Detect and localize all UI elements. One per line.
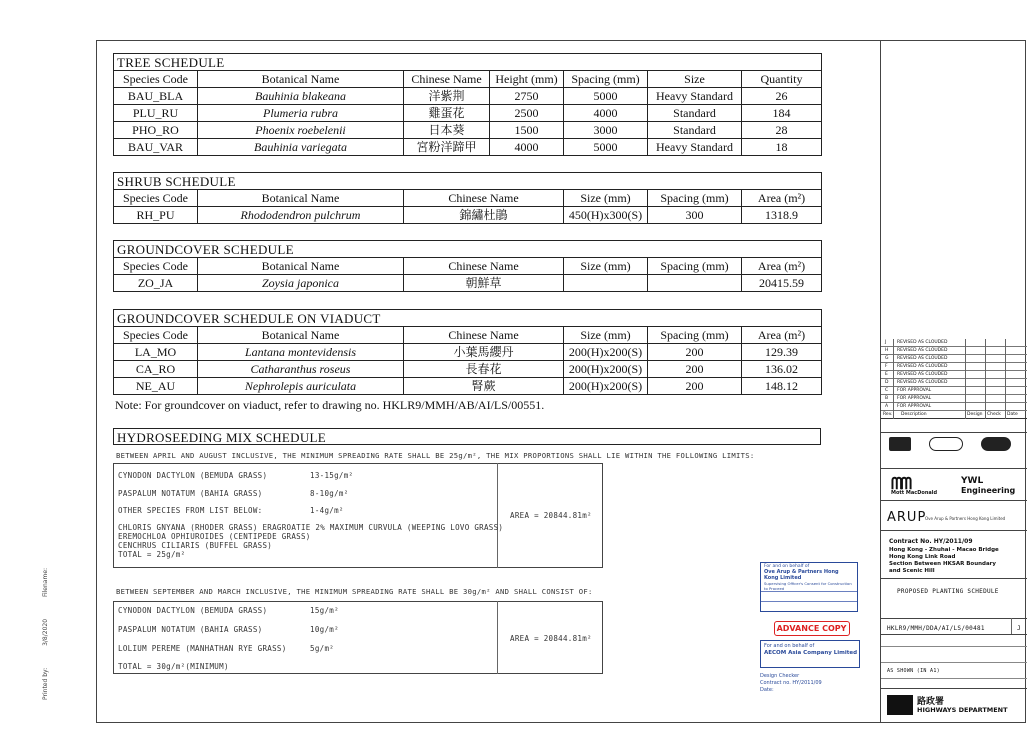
mix1-species-2: PASPALUM NOTATUM (BAHIA GRASS) xyxy=(118,489,263,498)
species-code: ZO_JA xyxy=(114,275,198,292)
advance-copy-label: ADVANCE COPY xyxy=(776,624,847,633)
groundcover-header-row xyxy=(114,258,822,275)
rev-letter: H xyxy=(885,348,889,353)
rev-description: REVISED AS CLOUDED xyxy=(897,380,948,385)
botanical-name: Lantana montevidensis xyxy=(198,344,404,361)
col-header: Chinese Name xyxy=(404,327,564,344)
rev-header: Design xyxy=(967,412,983,417)
table-row xyxy=(114,122,822,139)
hydroseeding-title-box xyxy=(113,428,821,445)
table-row xyxy=(114,275,822,292)
hydroseeding-title: HYDROSEEDING MIX SCHEDULE xyxy=(117,430,326,445)
col-header: Quantity xyxy=(742,71,822,88)
mix2-area: AREA = 20844.81m² xyxy=(510,634,592,643)
dept-chinese: 路政署 xyxy=(917,697,945,707)
shrub-schedule-table xyxy=(113,172,822,224)
rev-description: FOR APPROVAL xyxy=(897,396,932,401)
chinese-name: 長春花 xyxy=(404,361,564,378)
size xyxy=(564,275,648,292)
drawing-number: HKLR9/MMH/DDA/AI/LS/00481 xyxy=(887,625,985,632)
rev-header: Check xyxy=(987,412,1001,417)
tree-schedule-title: TREE SCHEDULE xyxy=(114,54,822,71)
mix2-rate-1: 15g/m² xyxy=(310,606,339,615)
species-code: RH_PU xyxy=(114,207,198,224)
quantity: 18 xyxy=(742,139,822,156)
checker-contract: Contract no. HY/2011/09 xyxy=(760,680,822,686)
filename-label: Filename: xyxy=(42,567,49,598)
spacing: 5000 xyxy=(564,139,648,156)
other-species-3: CENCHRUS CILIARIS (BUFFEL GRASS) xyxy=(118,541,273,550)
viaduct-note: Note: For groundcover on viaduct, refer to drawing no. HKLR9/MMH/AB/AI/LS/00551. xyxy=(115,398,545,412)
aecom-stamp xyxy=(760,640,860,668)
other-species-2: EREMOCHLOA OPHIUROIDES (CENTIPEDE GRASS) xyxy=(118,532,311,541)
rev-header: Description xyxy=(901,412,927,417)
botanical-name: Phoenix roebelenii xyxy=(198,122,404,139)
mix1-species-3: OTHER SPECIES FROM LIST BELOW: xyxy=(118,506,263,515)
col-header: Species Code xyxy=(114,327,198,344)
hydro-intro-2: BETWEEN SEPTEMBER AND MARCH INCLUSIVE, THE MINIMUM SPREADING RATE SHALL BE 30g/m² AND SHALL CONSIST OF: xyxy=(116,587,593,596)
stamp-consent-line: Supervising Officer's Consent for Construction to Proceed xyxy=(764,581,852,591)
contract-no: Contract No. HY/2011/09 xyxy=(889,538,973,545)
col-header: Area (m²) xyxy=(742,190,822,207)
col-header: Size xyxy=(648,71,742,88)
rev-letter: J xyxy=(885,340,887,345)
tree-header-row xyxy=(114,71,822,88)
mix1-area: AREA = 20844.81m² xyxy=(510,511,592,520)
revision-letter: J xyxy=(1017,625,1021,632)
mott-macdonald-logo: ᗰᗰ Mott MacDonald xyxy=(891,474,938,496)
arup-consent-stamp xyxy=(760,562,858,612)
rev-description: REVISED AS CLOUDED xyxy=(897,340,948,345)
size: Standard xyxy=(648,105,742,122)
mix2-species-1: CYNODON DACTYLON (BEMUDA GRASS) xyxy=(118,606,268,615)
table-row xyxy=(114,139,822,156)
table-row xyxy=(114,344,822,361)
col-header: Spacing (mm) xyxy=(648,258,742,275)
rev-header: Date xyxy=(1007,412,1018,417)
viaduct-schedule-title: GROUNDCOVER SCHEDULE ON VIADUCT xyxy=(114,310,822,327)
shrub-schedule-title: SHRUB SCHEDULE xyxy=(114,173,822,190)
title-block xyxy=(880,40,1026,723)
logo-icon xyxy=(929,437,963,451)
rev-description: REVISED AS CLOUDED xyxy=(897,364,948,369)
mott-name: Mott MacDonald xyxy=(891,490,938,496)
rev-letter: D xyxy=(885,380,889,385)
area: 129.39 xyxy=(742,344,822,361)
mix2-species-2: PASPALUM NOTATUM (BAHIA GRASS) xyxy=(118,625,263,634)
species-code: BAU_BLA xyxy=(114,88,198,105)
logo-icon xyxy=(981,437,1011,451)
spacing: 200 xyxy=(648,344,742,361)
spacing xyxy=(648,275,742,292)
highways-department: HIGHWAYS DEPARTMENT xyxy=(917,706,1008,714)
spacing: 3000 xyxy=(564,122,648,139)
col-header: Chinese Name xyxy=(404,258,564,275)
col-header: Spacing (mm) xyxy=(564,71,648,88)
size: Heavy Standard xyxy=(648,139,742,156)
spacing: 4000 xyxy=(564,105,648,122)
height: 1500 xyxy=(490,122,564,139)
groundcover-schedule-table xyxy=(113,240,822,292)
print-date: 3/8/2020 xyxy=(42,618,49,646)
quantity: 26 xyxy=(742,88,822,105)
table-row xyxy=(114,378,822,395)
mix2-rate-2: 10g/m² xyxy=(310,625,339,634)
rev-letter: G xyxy=(885,356,889,361)
rev-description: REVISED AS CLOUDED xyxy=(897,348,948,353)
mix1-total: TOTAL = 25g/m² xyxy=(118,550,186,559)
col-header: Size (mm) xyxy=(564,327,648,344)
table-row xyxy=(114,88,822,105)
drawing-title: PROPOSED PLANTING SCHEDULE xyxy=(897,588,999,595)
chinese-name: 洋紫荆 xyxy=(404,88,490,105)
rev-letter: F xyxy=(885,364,888,369)
chinese-name: 日本葵 xyxy=(404,122,490,139)
ywl-sub: Engineering xyxy=(961,486,1016,495)
species-code: BAU_VAR xyxy=(114,139,198,156)
col-header: Area (m²) xyxy=(742,327,822,344)
chinese-name: 腎蕨 xyxy=(404,378,564,395)
species-code: LA_MO xyxy=(114,344,198,361)
area: 136.02 xyxy=(742,361,822,378)
rev-description: FOR APPROVAL xyxy=(897,388,932,393)
species-code: PHO_RO xyxy=(114,122,198,139)
col-header: Botanical Name xyxy=(198,258,404,275)
hydro-intro-1: BETWEEN APRIL AND AUGUST INCLUSIVE, THE MINIMUM SPREADING RATE SHALL BE 25g/m², THE MIX PROPORTIONS SHALL LIE WITHIN THE FOLLOWING LIMITS: xyxy=(116,451,755,460)
area: 1318.9 xyxy=(742,207,822,224)
col-header: Spacing (mm) xyxy=(648,327,742,344)
stamp-company: AECOM Asia Company Limited xyxy=(764,650,858,656)
botanical-name: Nephrolepis auriculata xyxy=(198,378,404,395)
height: 2500 xyxy=(490,105,564,122)
table-row xyxy=(114,207,822,224)
checker-date: Date: xyxy=(760,687,774,693)
table-row xyxy=(114,361,822,378)
species-code: NE_AU xyxy=(114,378,198,395)
rev-letter: A xyxy=(885,404,889,409)
chinese-name: 宮粉洋蹄甲 xyxy=(404,139,490,156)
botanical-name: Rhododendron pulchrum xyxy=(198,207,404,224)
size: Heavy Standard xyxy=(648,88,742,105)
spacing: 5000 xyxy=(564,88,648,105)
stamp-heading: For and on behalf of xyxy=(764,564,810,569)
tree-schedule-table xyxy=(113,53,822,156)
rev-description: REVISED AS CLOUDED xyxy=(897,356,948,361)
mix2-total: TOTAL = 30g/m²(MINIMUM) xyxy=(118,662,229,671)
rev-description: FOR APPROVAL xyxy=(897,404,932,409)
viaduct-schedule-table xyxy=(113,309,822,395)
spacing: 200 xyxy=(648,378,742,395)
size: 200(H)x200(S) xyxy=(564,378,648,395)
logo-icon xyxy=(889,437,911,451)
col-header: Height (mm) xyxy=(490,71,564,88)
col-header: Chinese Name xyxy=(404,190,564,207)
rev-letter: E xyxy=(885,372,888,377)
chinese-name: 雞蛋花 xyxy=(404,105,490,122)
mix1-rate-3: 1-4g/m² xyxy=(310,506,344,515)
stamp-heading: For and on behalf of xyxy=(764,643,815,649)
project-line-2: Hong Kong Link Road xyxy=(889,554,956,560)
spacing: 200 xyxy=(648,361,742,378)
printed-by-label: Printed by: xyxy=(42,667,49,700)
height: 4000 xyxy=(490,139,564,156)
arup-sub: Ove Arup & Partners Hong Kong Limited xyxy=(925,516,1006,521)
botanical-name: Zoysia japonica xyxy=(198,275,404,292)
botanical-name: Bauhinia blakeana xyxy=(198,88,404,105)
size: 450(H)x300(S) xyxy=(564,207,648,224)
rev-description: REVISED AS CLOUDED xyxy=(897,372,948,377)
size: 200(H)x200(S) xyxy=(564,344,648,361)
mix2-rate-3: 5g/m² xyxy=(310,644,335,653)
arup-logo: ARUP xyxy=(887,510,927,525)
other-species-1: CHLORIS GNYANA (RHODER GRASS) ERAGROATIE 2% MAXIMUM CURVULA (WEEPING LOVO GRASS) xyxy=(118,523,504,532)
size: 200(H)x200(S) xyxy=(564,361,648,378)
chinese-name: 小葉馬纓丹 xyxy=(404,344,564,361)
project-line-1: Hong Kong - Zhuhai - Macao Bridge xyxy=(889,547,999,553)
chinese-name: 朝鮮草 xyxy=(404,275,564,292)
checker-label: Design Checker xyxy=(760,673,800,679)
mix1-rate-1: 13-15g/m² xyxy=(310,471,354,480)
col-header: Area (m²) xyxy=(742,258,822,275)
col-header: Size (mm) xyxy=(564,258,648,275)
project-line-4: and Scenic Hill xyxy=(889,568,935,574)
col-header: Size (mm) xyxy=(564,190,648,207)
rev-letter: C xyxy=(885,388,889,393)
groundcover-schedule-title: GROUNDCOVER SCHEDULE xyxy=(114,241,822,258)
stamp-company: Ove Arup & Partners Hong Kong Limited xyxy=(764,569,839,581)
ywl-logo xyxy=(961,476,1015,495)
spacing: 300 xyxy=(648,207,742,224)
quantity: 28 xyxy=(742,122,822,139)
species-code: PLU_RU xyxy=(114,105,198,122)
viaduct-header-row xyxy=(114,327,822,344)
col-header: Species Code xyxy=(114,190,198,207)
shrub-header-row xyxy=(114,190,822,207)
botanical-name: Plumeria rubra xyxy=(198,105,404,122)
margin-print-info xyxy=(42,300,49,700)
col-header: Botanical Name xyxy=(198,327,404,344)
species-code: CA_RO xyxy=(114,361,198,378)
joint-venture-logos xyxy=(887,437,1021,453)
mix1-species-1: CYNODON DACTYLON (BEMUDA GRASS) xyxy=(118,471,268,480)
project-line-3: Section Between HKSAR Boundary xyxy=(889,561,996,567)
rev-letter: B xyxy=(885,396,889,401)
height: 2750 xyxy=(490,88,564,105)
ywl-name: YWL xyxy=(961,476,984,486)
col-header: Species Code xyxy=(114,71,198,88)
highways-logo-icon xyxy=(887,695,913,715)
col-header: Species Code xyxy=(114,258,198,275)
col-header: Spacing (mm) xyxy=(648,190,742,207)
col-header: Chinese Name xyxy=(404,71,490,88)
botanical-name: Catharanthus roseus xyxy=(198,361,404,378)
col-header: Botanical Name xyxy=(198,71,404,88)
mix2-species-3: LOLIUM PEREME (MANHATHAN RYE GRASS) xyxy=(118,644,287,653)
rev-header: Rev. xyxy=(883,412,893,417)
area: 148.12 xyxy=(742,378,822,395)
area: 20415.59 xyxy=(742,275,822,292)
col-header: Botanical Name xyxy=(198,190,404,207)
size: Standard xyxy=(648,122,742,139)
table-row xyxy=(114,105,822,122)
scale: AS SHOWN (IN A1) xyxy=(887,668,940,674)
quantity: 184 xyxy=(742,105,822,122)
mix1-rate-2: 8-10g/m² xyxy=(310,489,349,498)
advance-copy-stamp xyxy=(774,621,850,636)
chinese-name: 錦繡杜鵑 xyxy=(404,207,564,224)
botanical-name: Bauhinia variegata xyxy=(198,139,404,156)
